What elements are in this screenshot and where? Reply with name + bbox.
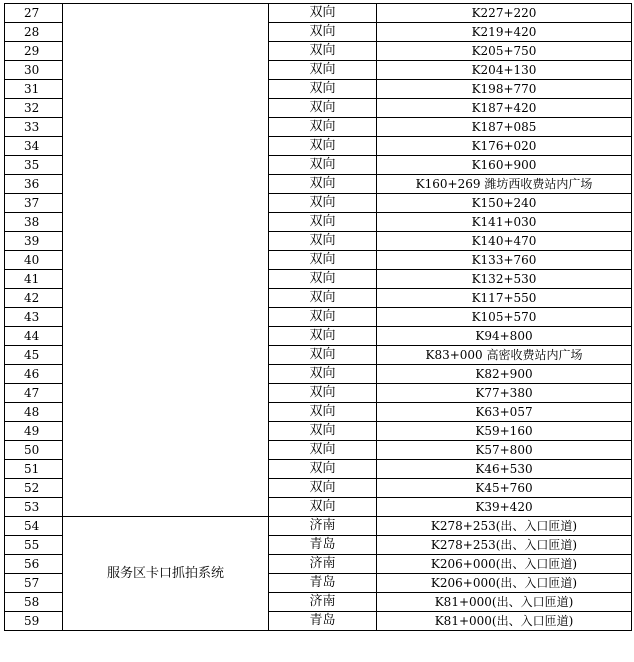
location-cell: K204+130 bbox=[377, 61, 632, 80]
row-number-cell: 30 bbox=[5, 61, 63, 80]
location-cell: K278+253(出、入口匝道) bbox=[377, 536, 632, 555]
row-number-cell: 51 bbox=[5, 460, 63, 479]
location-cell: K176+020 bbox=[377, 137, 632, 156]
location-cell: K83+000 高密收费站内广场 bbox=[377, 346, 632, 365]
direction-cell: 双向 bbox=[269, 213, 377, 232]
row-number-cell: 38 bbox=[5, 213, 63, 232]
direction-cell: 双向 bbox=[269, 289, 377, 308]
direction-cell: 双向 bbox=[269, 327, 377, 346]
system-name-cell bbox=[63, 4, 269, 517]
row-number-cell: 29 bbox=[5, 42, 63, 61]
location-cell: K206+000(出、入口匝道) bbox=[377, 574, 632, 593]
location-cell: K206+000(出、入口匝道) bbox=[377, 555, 632, 574]
location-cell: K205+750 bbox=[377, 42, 632, 61]
row-number-cell: 48 bbox=[5, 403, 63, 422]
row-number-cell: 49 bbox=[5, 422, 63, 441]
direction-cell: 双向 bbox=[269, 42, 377, 61]
direction-cell: 双向 bbox=[269, 270, 377, 289]
checkpoint-table bbox=[4, 3, 632, 631]
location-cell: K219+420 bbox=[377, 23, 632, 42]
location-cell: K117+550 bbox=[377, 289, 632, 308]
row-number-cell: 37 bbox=[5, 194, 63, 213]
row-number-cell: 42 bbox=[5, 289, 63, 308]
row-number-cell: 44 bbox=[5, 327, 63, 346]
row-number-cell: 31 bbox=[5, 80, 63, 99]
row-number-cell: 54 bbox=[5, 517, 63, 536]
direction-cell: 济南 bbox=[269, 555, 377, 574]
location-cell: K39+420 bbox=[377, 498, 632, 517]
location-cell: K81+000(出、入口匝道) bbox=[377, 593, 632, 612]
direction-cell: 双向 bbox=[269, 118, 377, 137]
location-cell: K132+530 bbox=[377, 270, 632, 289]
system-name-cell: 服务区卡口抓拍系统 bbox=[63, 517, 269, 631]
row-number-cell: 50 bbox=[5, 441, 63, 460]
table-row bbox=[5, 4, 632, 23]
table-body bbox=[5, 4, 632, 631]
location-cell: K278+253(出、入口匝道) bbox=[377, 517, 632, 536]
location-cell: K105+570 bbox=[377, 308, 632, 327]
row-number-cell: 34 bbox=[5, 137, 63, 156]
direction-cell: 双向 bbox=[269, 308, 377, 327]
direction-cell: 双向 bbox=[269, 4, 377, 23]
location-cell: K140+470 bbox=[377, 232, 632, 251]
location-cell: K187+085 bbox=[377, 118, 632, 137]
row-number-cell: 45 bbox=[5, 346, 63, 365]
direction-cell: 双向 bbox=[269, 479, 377, 498]
row-number-cell: 27 bbox=[5, 4, 63, 23]
location-cell: K81+000(出、入口匝道) bbox=[377, 612, 632, 631]
direction-cell: 双向 bbox=[269, 194, 377, 213]
location-cell: K57+800 bbox=[377, 441, 632, 460]
row-number-cell: 46 bbox=[5, 365, 63, 384]
direction-cell: 双向 bbox=[269, 232, 377, 251]
direction-cell: 青岛 bbox=[269, 536, 377, 555]
row-number-cell: 41 bbox=[5, 270, 63, 289]
location-cell: K77+380 bbox=[377, 384, 632, 403]
direction-cell: 双向 bbox=[269, 251, 377, 270]
location-cell: K187+420 bbox=[377, 99, 632, 118]
direction-cell: 青岛 bbox=[269, 574, 377, 593]
direction-cell: 双向 bbox=[269, 346, 377, 365]
location-cell: K46+530 bbox=[377, 460, 632, 479]
direction-cell: 双向 bbox=[269, 365, 377, 384]
direction-cell: 双向 bbox=[269, 422, 377, 441]
row-number-cell: 32 bbox=[5, 99, 63, 118]
location-cell: K160+269 潍坊西收费站内广场 bbox=[377, 175, 632, 194]
location-cell: K160+900 bbox=[377, 156, 632, 175]
direction-cell: 双向 bbox=[269, 498, 377, 517]
table-row bbox=[5, 517, 632, 536]
row-number-cell: 53 bbox=[5, 498, 63, 517]
direction-cell: 双向 bbox=[269, 441, 377, 460]
location-cell: K63+057 bbox=[377, 403, 632, 422]
location-cell: K150+240 bbox=[377, 194, 632, 213]
location-cell: K198+770 bbox=[377, 80, 632, 99]
row-number-cell: 55 bbox=[5, 536, 63, 555]
row-number-cell: 28 bbox=[5, 23, 63, 42]
location-cell: K133+760 bbox=[377, 251, 632, 270]
location-cell: K82+900 bbox=[377, 365, 632, 384]
direction-cell: 双向 bbox=[269, 384, 377, 403]
direction-cell: 双向 bbox=[269, 175, 377, 194]
row-number-cell: 58 bbox=[5, 593, 63, 612]
row-number-cell: 47 bbox=[5, 384, 63, 403]
location-cell: K59+160 bbox=[377, 422, 632, 441]
row-number-cell: 40 bbox=[5, 251, 63, 270]
row-number-cell: 56 bbox=[5, 555, 63, 574]
row-number-cell: 57 bbox=[5, 574, 63, 593]
row-number-cell: 59 bbox=[5, 612, 63, 631]
location-cell: K45+760 bbox=[377, 479, 632, 498]
row-number-cell: 52 bbox=[5, 479, 63, 498]
row-number-cell: 36 bbox=[5, 175, 63, 194]
row-number-cell: 35 bbox=[5, 156, 63, 175]
row-number-cell: 39 bbox=[5, 232, 63, 251]
direction-cell: 双向 bbox=[269, 61, 377, 80]
direction-cell: 双向 bbox=[269, 80, 377, 99]
direction-cell: 双向 bbox=[269, 403, 377, 422]
direction-cell: 济南 bbox=[269, 517, 377, 536]
direction-cell: 双向 bbox=[269, 137, 377, 156]
direction-cell: 青岛 bbox=[269, 612, 377, 631]
direction-cell: 双向 bbox=[269, 156, 377, 175]
row-number-cell: 43 bbox=[5, 308, 63, 327]
direction-cell: 双向 bbox=[269, 99, 377, 118]
location-cell: K141+030 bbox=[377, 213, 632, 232]
direction-cell: 济南 bbox=[269, 593, 377, 612]
row-number-cell: 33 bbox=[5, 118, 63, 137]
direction-cell: 双向 bbox=[269, 23, 377, 42]
location-cell: K227+220 bbox=[377, 4, 632, 23]
direction-cell: 双向 bbox=[269, 460, 377, 479]
location-cell: K94+800 bbox=[377, 327, 632, 346]
